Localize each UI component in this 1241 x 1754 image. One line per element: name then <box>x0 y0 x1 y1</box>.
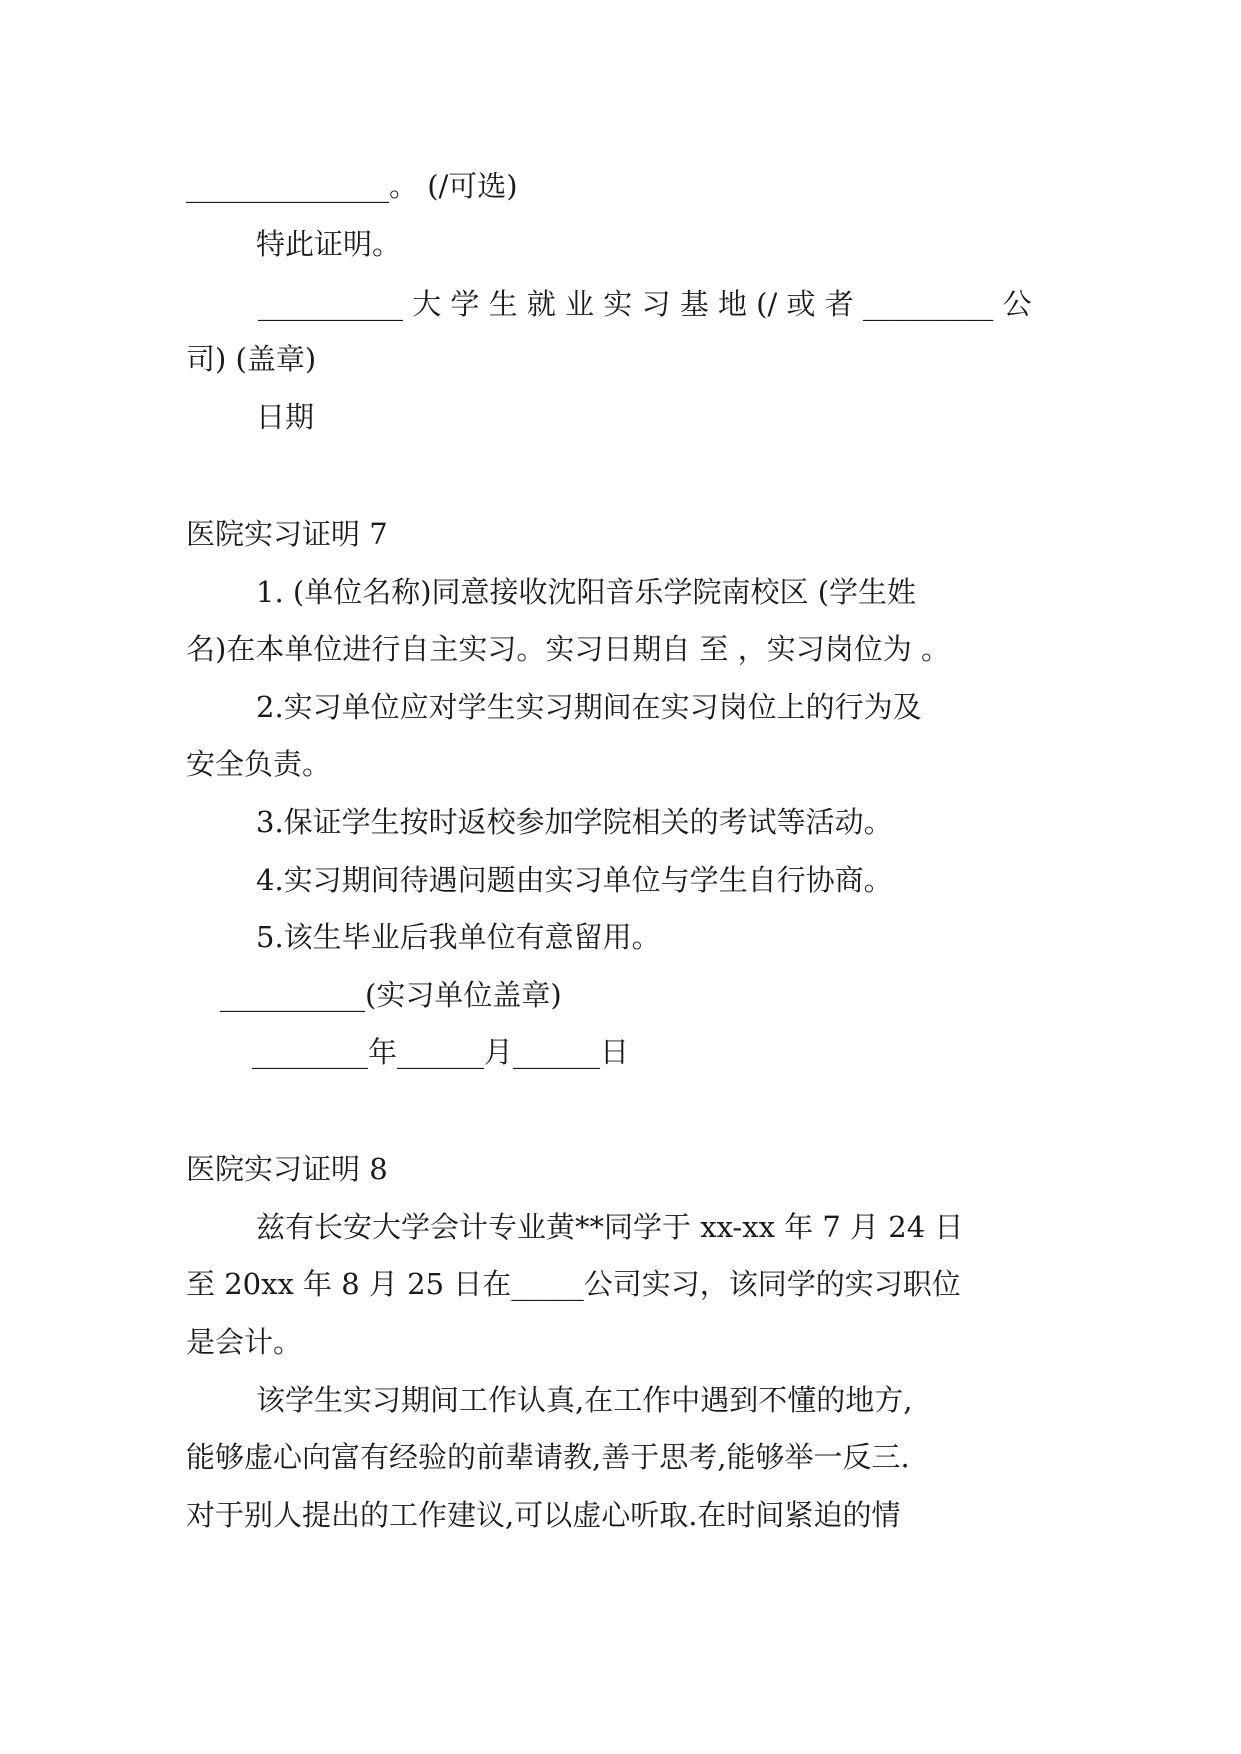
cert8-p1-line1: 兹有长安大学会计专业黄**同学于 xx-xx 年 7 月 24 日 <box>256 1210 964 1244</box>
certify-text: 特此证明。 <box>256 227 402 261</box>
optional-blank-line: ______________。 (/可选) <box>186 169 518 203</box>
cert8-p2-line1: 该学生实习期间工作认真,在工作中遇到不懂的地方, <box>256 1383 913 1417</box>
cert8-p1-line2: 至 20xx 年 8 月 25 日在_____公司实习，该同学的实习职位 <box>186 1267 961 1301</box>
cert7-item1-line2: 名)在本单位进行自主实习。实习日期自 至 ，实习岗位为 。 <box>186 632 950 666</box>
base-line-1 <box>258 287 1050 321</box>
cert7-seal-line: __________(实习单位盖章) <box>220 978 562 1012</box>
cert8-title: 医院实习证明 8 <box>186 1152 388 1186</box>
cert7-item3: 3.保证学生按时返校参加学院相关的考试等活动。 <box>256 805 893 839</box>
cert7-date-line: ________年______月______日 <box>252 1035 630 1069</box>
cert7-item4: 4.实习期间待遇问题由实习单位与学生自行协商。 <box>256 863 893 897</box>
base-line-2: 司) (盖章) <box>186 342 317 376</box>
base-line-1-text: __________ 大 学 生 就 业 实 习 基 地 (/ 或 者 _________ 公 <box>258 287 1032 321</box>
cert7-title: 医院实习证明 7 <box>186 517 388 551</box>
cert7-item5: 5.该生毕业后我单位有意留用。 <box>256 920 661 954</box>
cert8-p1-line3: 是会计。 <box>186 1325 303 1359</box>
cert7-item2-line2: 安全负责。 <box>186 747 332 781</box>
cert8-p2-line2: 能够虚心向富有经验的前辈请教,善于思考,能够举一反三. <box>186 1440 910 1474</box>
cert7-item2-line1: 2.实习单位应对学生实习期间在实习岗位上的行为及 <box>256 690 922 724</box>
cert8-p2-line3: 对于别人提出的工作建议,可以虚心听取.在时间紧迫的情 <box>186 1498 901 1532</box>
date-label: 日期 <box>256 400 315 434</box>
cert7-item1-line1: 1. (单位名称)同意接收沈阳音乐学院南校区 (学生姓 <box>256 575 917 609</box>
